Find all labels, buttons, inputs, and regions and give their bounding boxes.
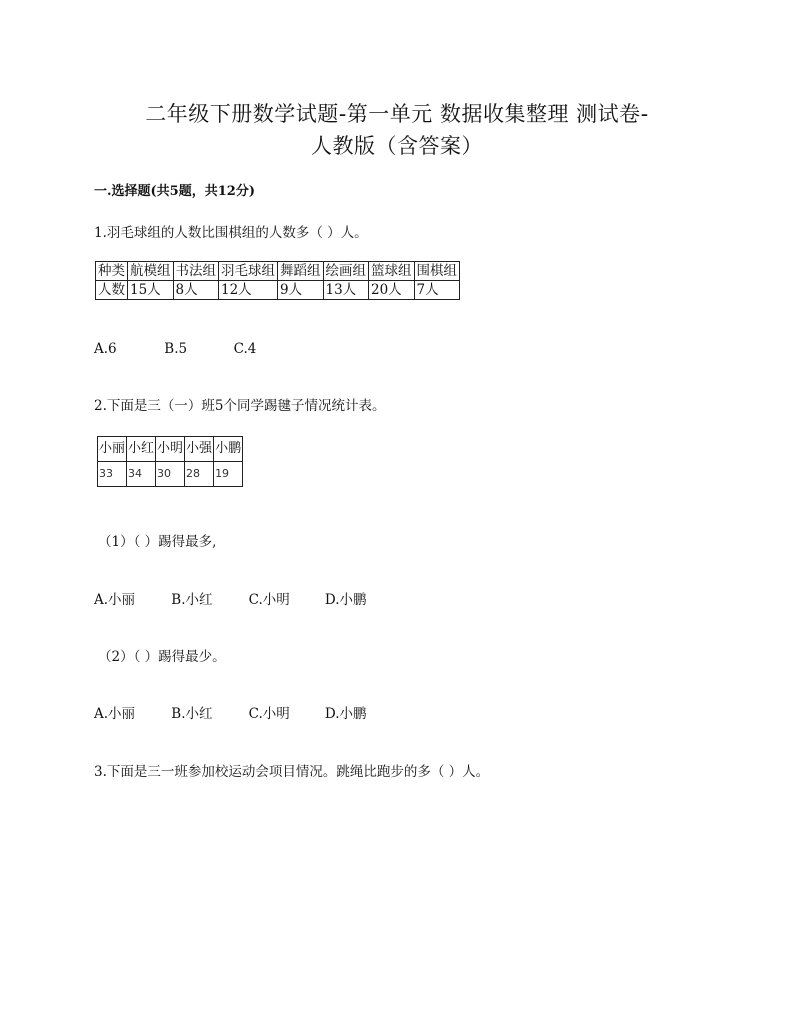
option-d: D.小鹏	[324, 592, 367, 608]
option-c: C.小明	[248, 592, 290, 608]
table-cell: 小明	[156, 437, 185, 462]
table-cell: 13人	[323, 281, 369, 300]
page-title-line1: 二年级下册数学试题-第一单元 数据收集整理 测试卷-	[145, 102, 649, 126]
table-cell: 小丽	[98, 437, 127, 462]
question-2-sub2-options	[94, 702, 367, 722]
question-2-sub1: （1）（ ）踢得最多,	[98, 534, 217, 550]
option-a: A.小丽	[94, 706, 136, 722]
table-header-row	[96, 262, 460, 281]
table-cell: 15人	[128, 281, 174, 300]
question-2-sub2: （2）（ ）踢得最少。	[98, 649, 226, 665]
table-cell: 20人	[369, 281, 415, 300]
table-cell: 航模组	[128, 262, 174, 281]
option-b: B.小红	[171, 706, 213, 722]
option-b: B.5	[164, 341, 188, 357]
table-cell: 种类	[96, 262, 128, 281]
option-c: C.4	[233, 341, 257, 357]
option-d: D.小鹏	[324, 706, 367, 722]
table-cell: 28	[185, 462, 214, 487]
table-cell: 篮球组	[369, 262, 415, 281]
option-c: C.小明	[248, 706, 290, 722]
question-2-table	[97, 436, 243, 487]
page-title-line2: 人教版（含答案）	[311, 134, 483, 158]
question-1-options	[94, 341, 256, 357]
table-cell: 19	[214, 462, 243, 487]
table-cell: 34	[127, 462, 156, 487]
table-cell: 小强	[185, 437, 214, 462]
table-cell: 8人	[173, 281, 219, 300]
option-b: B.小红	[171, 592, 213, 608]
table-row	[96, 281, 460, 300]
question-2-text: 2.下面是三（一）班5个同学踢毽子情况统计表。	[94, 398, 386, 414]
section-heading: 一.选择题(共5题，共12分)	[94, 184, 255, 199]
table-cell: 33	[98, 462, 127, 487]
table-cell: 人数	[96, 281, 128, 300]
question-1-text: 1.羽毛球组的人数比围棋组的人数多（ ）人。	[94, 225, 368, 241]
table-cell: 小红	[127, 437, 156, 462]
question-1-table	[95, 261, 460, 300]
question-2-sub1-options	[94, 588, 367, 608]
option-a: A.6	[94, 341, 117, 357]
table-cell: 舞蹈组	[278, 262, 324, 281]
table-cell: 围棋组	[414, 262, 460, 281]
option-a: A.小丽	[94, 592, 136, 608]
table-cell: 12人	[219, 281, 278, 300]
question-3-text: 3.下面是三一班参加校运动会项目情况。跳绳比跑步的多（ ）人。	[94, 764, 490, 780]
table-cell: 书法组	[173, 262, 219, 281]
table-cell: 7人	[414, 281, 460, 300]
table-row	[98, 462, 243, 487]
table-cell: 绘画组	[323, 262, 369, 281]
table-cell: 30	[156, 462, 185, 487]
table-cell: 小鹏	[214, 437, 243, 462]
table-cell: 羽毛球组	[219, 262, 278, 281]
table-cell: 9人	[278, 281, 324, 300]
table-header-row	[98, 437, 243, 462]
